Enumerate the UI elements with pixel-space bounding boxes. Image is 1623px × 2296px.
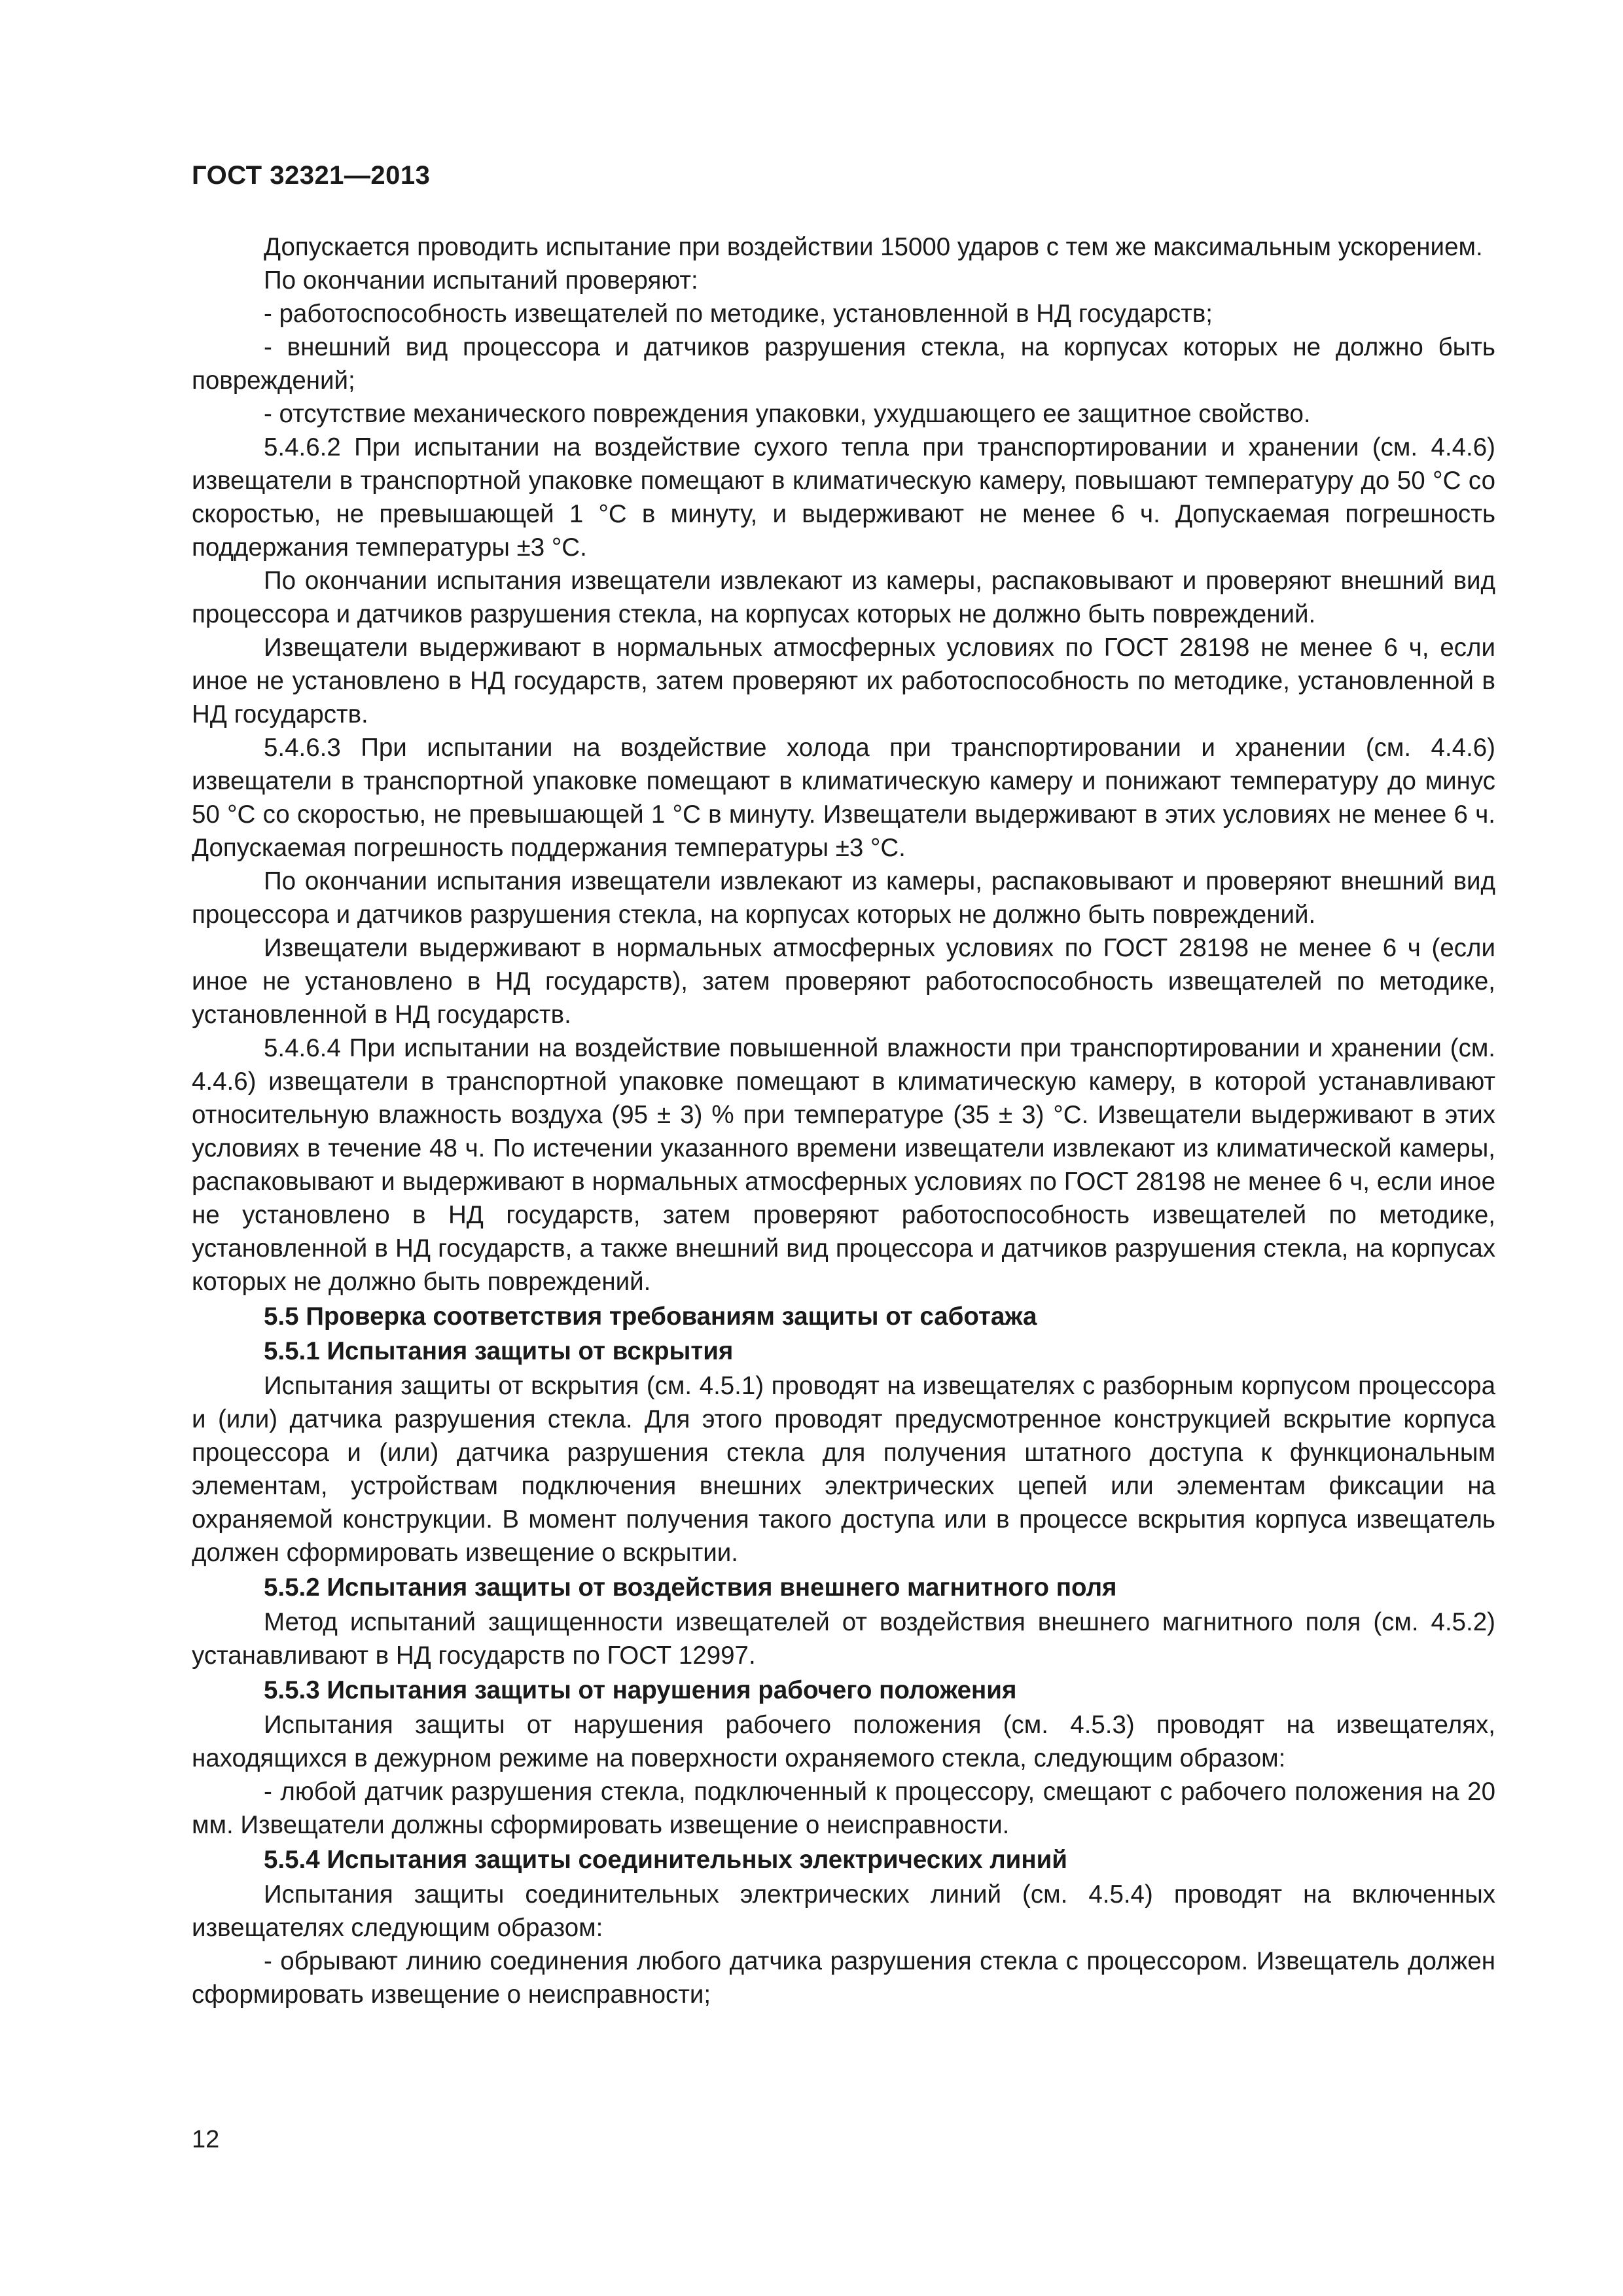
subsection-heading-5-5-4: 5.5.4 Испытания защиты соединительных электрических линий — [264, 1846, 1067, 1874]
paragraph: Метод испытаний защищенности извещателей от воздействия внешнего магнитного поля (см. 4.5.2) устанавливают в НД государств по ГОСТ 12997. — [192, 1608, 1495, 1670]
list-item: - отсутствие механического повреждения упаковки, ухудшающего ее защитное свойство. — [264, 400, 1311, 428]
document-body — [192, 230, 1495, 2011]
paragraph: По окончании испытания извещатели извлекают из камеры, распаковывают и проверяют внешний вид процессора и датчиков разрушения стекла, на корпусах которых не должно быть повреждений. — [192, 567, 1495, 628]
paragraph: Испытания защиты от нарушения рабочего положения (см. 4.5.3) проводят на извещателях, находящихся в дежурном режиме на поверхности охраняемого стекла, следующим образом: — [192, 1711, 1495, 1772]
list-item: - обрывают линию соединения любого датчика разрушения стекла с процессором. Извещатель должен сформировать извещение о неисправности; — [192, 1947, 1495, 2009]
paragraph: Извещатели выдерживают в нормальных атмосферных условиях по ГОСТ 28198 не менее 6 ч (если иное не установлено в НД государств), затем проверяют работоспособность извещателей по методике, установленной в НД государств. — [192, 934, 1495, 1029]
paragraph: Испытания защиты соединительных электрических линий (см. 4.5.4) проводят на включенных извещателях следующим образом: — [192, 1880, 1495, 1942]
page-number: 12 — [192, 2126, 220, 2153]
clause-5-4-6-3: 5.4.6.3 При испытании на воздействие холода при транспортировании и хранении (см. 4.4.6) извещатели в транспортной упаковке помещают в климатическую камеру и понижают температуру до минус 50 °С со скоростью, не превышающей 1 °С в минуту. Извещатели выдерживают в этих условиях не менее 6 ч. Допускаемая погрешность поддержания температуры ±3 °С. — [192, 734, 1495, 862]
clause-5-4-6-4: 5.4.6.4 При испытании на воздействие повышенной влажности при транспортировании и хранении (см. 4.4.6) извещатели в транспортной упаковке помещают в климатическую камеру, в которой устанавливают относительную влажность воздуха (95 ± 3) % при температуре (35 ± 3) °С. Извещатели выдерживают в этих условиях в течение 48 ч. По истечении указанного времени извещатели извлекают из климатической камеры, распаковывают и выдерживают в нормальных атмосферных условиях по ГОСТ 28198 не менее 6 ч, если иное не установлено в НД государств, затем проверяют работоспособность извещателей по методике, установленной в НД государств, а также внешний вид процессора и датчиков разрушения стекла, на корпусах которых не должно быть повреждений. — [192, 1034, 1495, 1296]
section-heading-5-5: 5.5 Проверка соответствия требованиям защиты от саботажа — [264, 1302, 1037, 1331]
paragraph: По окончании испытаний проверяют: — [264, 266, 698, 295]
subsection-heading-5-5-2: 5.5.2 Испытания защиты от воздействия внешнего магнитного поля — [264, 1573, 1117, 1602]
standard-code-header: ГОСТ 32321—2013 — [192, 161, 431, 190]
list-item: - внешний вид процессора и датчиков разрушения стекла, на корпусах которых не должно быть повреждений; — [192, 333, 1495, 395]
subsection-heading-5-5-1: 5.5.1 Испытания защиты от вскрытия — [264, 1337, 734, 1365]
paragraph: По окончании испытания извещатели извлекают из камеры, распаковывают и проверяют внешний вид процессора и датчиков разрушения стекла, на корпусах которых не должно быть повреждений. — [192, 867, 1495, 929]
list-item: - любой датчик разрушения стекла, подключенный к процессору, смещают с рабочего положения на 20 мм. Извещатели должны сформировать извещение о неисправности. — [192, 1778, 1495, 1839]
paragraph: Испытания защиты от вскрытия (см. 4.5.1) проводят на извещателях с разборным корпусом процессора и (или) датчика разрушения стекла. Для этого проводят предусмотренное конструкцией вскрытие корпуса процессора и (или) датчика разрушения стекла для получения штатного доступа к функциональным элементам, устройствам подключения внешних электрических цепей или элементам фиксации на охраняемой конструкции. В момент получения такого доступа или в процессе вскрытия корпуса извещатель должен сформировать извещение о вскрытии. — [192, 1372, 1495, 1567]
paragraph: Допускается проводить испытание при воздействии 15000 ударов с тем же максимальным ускорением. — [264, 233, 1483, 261]
clause-5-4-6-2: 5.4.6.2 При испытании на воздействие сухого тепла при транспортировании и хранении (см. 4.4.6) извещатели в транспортной упаковке помещают в климатическую камеру, повышают температуру до 50 °С со скоростью, не превышающей 1 °С в минуту, и выдерживают не менее 6 ч. Допускаемая погрешность поддержания температуры ±3 °С. — [192, 433, 1495, 562]
subsection-heading-5-5-3: 5.5.3 Испытания защиты от нарушения рабочего положения — [264, 1676, 1017, 1704]
list-item: - работоспособность извещателей по методике, установленной в НД государств; — [264, 300, 1213, 328]
paragraph: Извещатели выдерживают в нормальных атмосферных условиях по ГОСТ 28198 не менее 6 ч, если иное не установлено в НД государств, затем проверяют их работоспособность по методике, установленной в НД государств. — [192, 634, 1495, 728]
